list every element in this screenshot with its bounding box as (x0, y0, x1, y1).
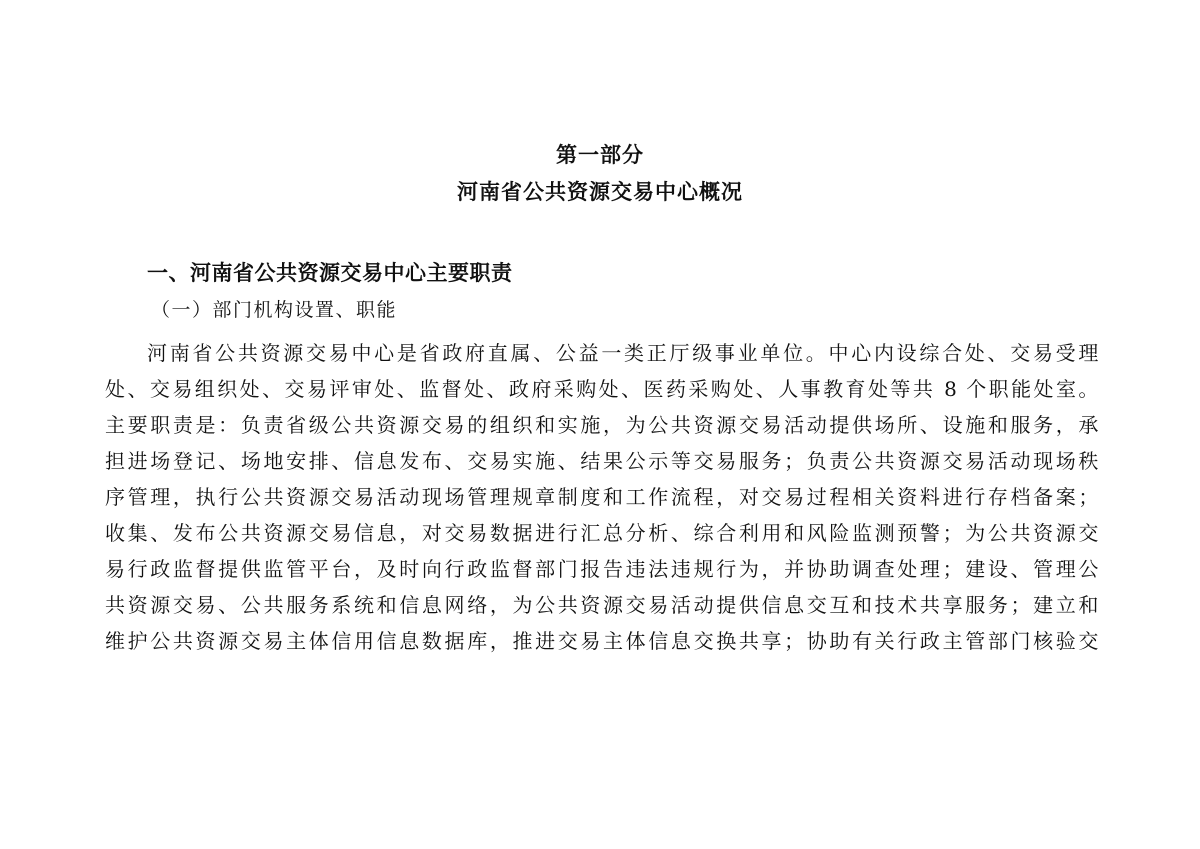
paragraph-line: 处、交易组织处、交易评审处、监督处、政府采购处、医药采购处、人事教育处等共 8 个职能处室。 (105, 377, 1099, 401)
paragraph-line: 序管理，执行公共资源交易活动现场管理规章制度和工作流程，对交易过程相关资料进行存档备案； (105, 485, 1099, 509)
paragraph-line: 主要职责是：负责省级公共资源交易的组织和实施，为公共资源交易活动提供场所、设施和服务，承 (105, 413, 1099, 437)
paragraph-line: 维护公共资源交易主体信用信息数据库，推进交易主体信息交换共享；协助有关行政主管部门核验交 (105, 629, 1099, 653)
paragraph-line: 收集、发布公共资源交易信息，对交易数据进行汇总分析、综合利用和风险监测预警；为公共资源交 (105, 521, 1099, 545)
section-heading: 一、河南省公共资源交易中心主要职责 (147, 261, 513, 285)
paragraph-line: 共资源交易、公共服务系统和信息网络，为公共资源交易活动提供信息交互和技术共享服务；建立和 (105, 593, 1099, 617)
paragraph-line: 河南省公共资源交易中心是省政府直属、公益一类正厅级事业单位。中心内设综合处、交易受理 (147, 341, 1099, 365)
part-title: 第一部分 (556, 143, 644, 167)
paragraph-line: 易行政监督提供监管平台，及时向行政监督部门报告违法违规行为，并协助调查处理；建设、管理公 (105, 557, 1099, 581)
paragraph-line: 担进场登记、场地安排、信息发布、交易实施、结果公示等交易服务；负责公共资源交易活动现场秩 (105, 449, 1099, 473)
document-title: 河南省公共资源交易中心概况 (457, 180, 743, 204)
body-paragraph (105, 335, 1099, 659)
subsection-heading: （一）部门机构设置、职能 (151, 299, 398, 321)
